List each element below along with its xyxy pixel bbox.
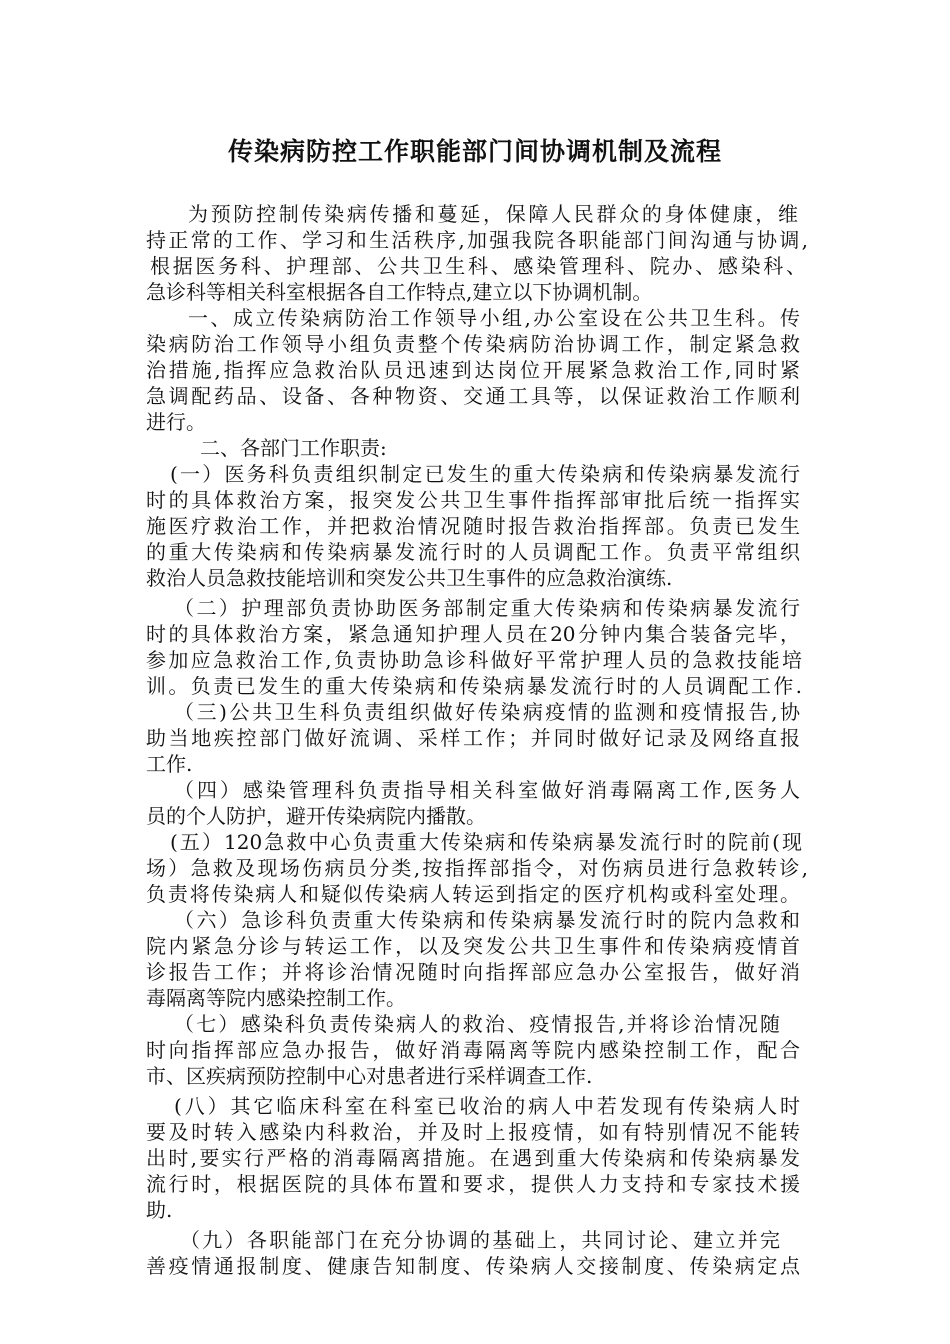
paragraph-line: 助. <box>146 1198 173 1222</box>
paragraph-line: (八）其它临床科室在科室已收治的病人中若发现有传染病人时 <box>174 1094 800 1118</box>
paragraph-line: 善疫情通报制度、健康告知制度、传染病人交接制度、传染病定点 <box>146 1254 800 1278</box>
paragraph-line: 工作. <box>146 752 193 776</box>
paragraph-line: 参加应急救治工作,负责协助急诊科做好平常护理人员的急救技能培 <box>146 648 802 672</box>
paragraph-line: （四）感染管理科负责指导相关科室做好消毒隔离工作,医务人 <box>174 778 800 802</box>
paragraph-line: 一、成立传染病防治工作领导小组,办公室设在公共卫生科。传 <box>188 306 800 330</box>
paragraph-line: 负责将传染病人和疑似传染病人转运到指定的医疗机构或科室处理。 <box>146 882 800 906</box>
paragraph-line: 场）急救及现场伤病员分类,按指挥部指令，对伤病员进行急救转诊, <box>146 856 808 880</box>
section-heading: 二、各部门工作职责: <box>200 436 387 460</box>
paragraph-line: （九）各职能部门在充分协调的基础上，共同讨论、建立并完 <box>180 1228 780 1252</box>
paragraph-line: (一）医务科负责组织制定已发生的重大传染病和传染病暴发流行 <box>170 462 800 486</box>
paragraph-line: 时的具体救治方案，报突发公共卫生事件指挥部审批后统一指挥实 <box>146 488 800 512</box>
paragraph-line: 流行时，根据医院的具体布置和要求，提供人力支持和专家技术援 <box>146 1172 800 1196</box>
paragraph-line: 诊报告工作；并将诊治情况随时向指挥部应急办公室报告，做好消 <box>146 960 800 984</box>
paragraph-line: 治措施,指挥应急救治队员迅速到达岗位开展紧急救治工作,同时紧 <box>146 358 800 382</box>
paragraph-line: 持正常的工作、学习和生活秩序,加强我院各职能部门间沟通与协调, <box>146 228 808 252</box>
paragraph-line: 急调配药品、设备、各种物资、交通工具等，以保证救治工作顺利 <box>146 384 800 408</box>
paragraph-line: 要及时转入感染内科救治，并及时上报疫情，如有特别情况不能转 <box>146 1120 800 1144</box>
paragraph-line: 训。负责已发生的重大传染病和传染病暴发流行时的人员调配工作. <box>146 674 802 698</box>
paragraph-line: （三)公共卫生科负责组织做好传染病疫情的监测和疫情报告,协 <box>174 700 800 724</box>
paragraph-line: 施医疗救治工作，并把救治情况随时报告救治指挥部。负责已发生 <box>146 514 800 538</box>
paragraph-line: 时向指挥部应急办报告，做好消毒隔离等院内感染控制工作，配合 <box>146 1038 800 1062</box>
paragraph-line: (五）120急救中心负责重大传染病和传染病暴发流行时的院前(现 <box>170 830 802 854</box>
paragraph-line: 出时,要实行严格的消毒隔离措施。在遇到重大传染病和传染病暴发 <box>146 1146 800 1170</box>
paragraph-line: 救治人员急救技能培训和突发公共卫生事件的应急救治演练. <box>146 566 673 590</box>
paragraph-line: 市、区疾病预防控制中心对患者进行采样调查工作. <box>146 1064 593 1088</box>
paragraph-line: 时的具体救治方案，紧急通知护理人员在20分钟内集合装备完毕， <box>146 622 800 646</box>
document-title: 传染病防控工作职能部门间协调机制及流程 <box>227 137 722 166</box>
paragraph-line: 毒隔离等院内感染控制工作。 <box>146 986 406 1010</box>
paragraph-line: 员的个人防护，避开传染病院内播散。 <box>146 804 486 828</box>
paragraph-line: 助当地疾控部门做好流调、采样工作；并同时做好记录及网络直报 <box>146 726 800 750</box>
paragraph-line: 进行。 <box>146 410 206 434</box>
paragraph-line: 急诊科等相关科室根据各自工作特点,建立以下协调机制。 <box>146 280 653 304</box>
paragraph-line: （七）感染科负责传染病人的救治、疫情报告,并将诊治情况随 <box>174 1012 780 1036</box>
paragraph-line: 院内紧急分诊与转运工作，以及突发公共卫生事件和传染病疫情首 <box>146 934 800 958</box>
paragraph-line: （六）急诊科负责重大传染病和传染病暴发流行时的院内急救和 <box>174 908 800 932</box>
paragraph-line: 根据医务科、护理部、公共卫生科、感染管理科、院办、感染科、 <box>150 254 806 278</box>
paragraph-line: （二）护理部负责协助医务部制定重大传染病和传染病暴发流行 <box>174 596 800 620</box>
paragraph-line: 为预防控制传染病传播和蔓延，保障人民群众的身体健康，维 <box>188 202 798 226</box>
paragraph-line: 染病防治工作领导小组负责整个传染病防治协调工作，制定紧急救 <box>146 332 800 356</box>
paragraph-line: 的重大传染病和传染病暴发流行时的人员调配工作。负责平常组织 <box>146 540 800 564</box>
